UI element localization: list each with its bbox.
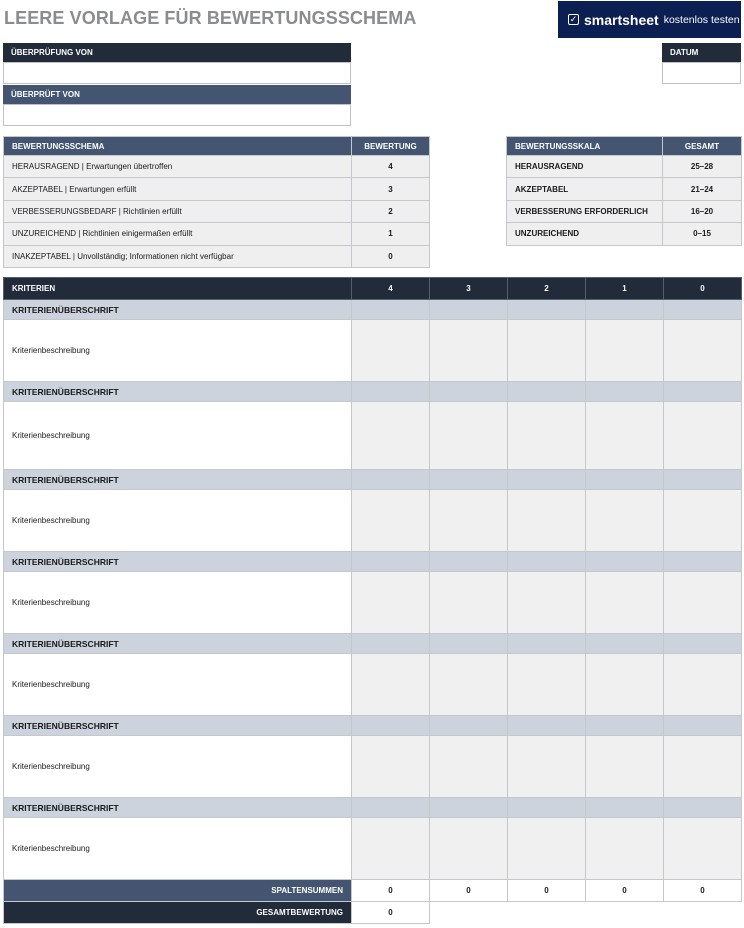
- score-cell[interactable]: [430, 490, 508, 552]
- trial-link[interactable]: kostenlos testen: [663, 13, 740, 26]
- score-cell[interactable]: [586, 490, 664, 552]
- score-cell[interactable]: [664, 320, 742, 382]
- column-sums-label: SPALTENSUMMEN: [4, 880, 352, 902]
- total-score-value: 0: [352, 902, 430, 924]
- score-cell[interactable]: [508, 654, 586, 716]
- criteria-header-label: KRITERIEN: [4, 278, 352, 300]
- criterion-heading[interactable]: KRITERIENÜBERSCHRIFT: [4, 552, 352, 572]
- reviewed-by-label: ÜBERPRÜFT VON: [3, 85, 351, 104]
- criterion-description[interactable]: Kriterienbeschreibung: [4, 320, 352, 382]
- page-title: LEERE VORLAGE FÜR BEWERTUNGSSCHEMA: [4, 8, 417, 28]
- column-sum-3: 0: [430, 880, 508, 902]
- scale-header-name: BEWERTUNGSSKALA: [507, 137, 663, 156]
- column-sum-1: 0: [586, 880, 664, 902]
- scale-row-range: 21–24: [663, 178, 742, 200]
- column-sums-row: [4, 880, 742, 902]
- criterion-heading[interactable]: KRITERIENÜBERSCHRIFT: [4, 382, 352, 402]
- score-cell[interactable]: [430, 736, 508, 798]
- criterion-description[interactable]: Kriterienbeschreibung: [4, 402, 352, 470]
- criterion-description[interactable]: Kriterienbeschreibung: [4, 490, 352, 552]
- score-cell[interactable]: [664, 654, 742, 716]
- score-cell[interactable]: [664, 818, 742, 880]
- score-cell[interactable]: [664, 490, 742, 552]
- score-cell[interactable]: [586, 320, 664, 382]
- score-cell[interactable]: [352, 320, 430, 382]
- score-cell[interactable]: [352, 490, 430, 552]
- criterion-heading-row: [4, 552, 742, 572]
- score-cell[interactable]: [352, 736, 430, 798]
- criterion-heading-row: [4, 716, 742, 736]
- column-sum-2: 0: [508, 880, 586, 902]
- schema-row: [4, 245, 430, 267]
- criteria-col-4: 4: [352, 278, 430, 300]
- schema-row-score: 0: [352, 245, 430, 267]
- total-score-row: [4, 902, 742, 924]
- schema-row: [4, 200, 430, 222]
- score-cell[interactable]: [430, 320, 508, 382]
- criterion-heading-row: [4, 300, 742, 320]
- brand-name: smartsheet: [584, 11, 659, 28]
- criterion-heading[interactable]: KRITERIENÜBERSCHRIFT: [4, 470, 352, 490]
- scale-row-range: 16–20: [663, 200, 742, 222]
- scale-row-label: HERAUSRAGEND: [507, 156, 663, 178]
- reviewer-of-field[interactable]: [3, 62, 351, 84]
- criteria-header-row: [4, 278, 742, 300]
- criterion-description-row: [4, 320, 742, 382]
- reviewer-of-label: ÜBERPRÜFUNG VON: [3, 43, 351, 62]
- criterion-description-row: [4, 736, 742, 798]
- criterion-description-row: [4, 654, 742, 716]
- score-cell[interactable]: [508, 490, 586, 552]
- schema-row: [4, 156, 430, 178]
- rating-schema-table: [3, 136, 430, 268]
- scale-row: [507, 156, 742, 178]
- criteria-table: [3, 277, 742, 924]
- schema-row: [4, 178, 430, 200]
- criterion-heading-row: [4, 470, 742, 490]
- scale-row: [507, 200, 742, 222]
- score-cell[interactable]: [508, 402, 586, 470]
- rating-scale-table: [506, 136, 742, 246]
- score-cell[interactable]: [586, 402, 664, 470]
- criteria-col-1: 1: [586, 278, 664, 300]
- score-cell[interactable]: [430, 572, 508, 634]
- criterion-heading[interactable]: KRITERIENÜBERSCHRIFT: [4, 300, 352, 320]
- scale-row-label: VERBESSERUNG ERFORDERLICH: [507, 200, 663, 222]
- score-cell[interactable]: [508, 736, 586, 798]
- criteria-col-2: 2: [508, 278, 586, 300]
- check-icon: ✓: [569, 14, 578, 24]
- schema-row-label: HERAUSRAGEND | Erwartungen übertroffen: [4, 156, 352, 178]
- score-cell[interactable]: [352, 818, 430, 880]
- criterion-heading-row: [4, 798, 742, 818]
- scale-row: [507, 178, 742, 200]
- schema-row-label: VERBESSERUNGSBEDARF | Richtlinien erfüllt: [4, 200, 352, 222]
- score-cell[interactable]: [586, 654, 664, 716]
- criterion-heading[interactable]: KRITERIENÜBERSCHRIFT: [4, 716, 352, 736]
- schema-row-label: AKZEPTABEL | Erwartungen erfüllt: [4, 178, 352, 200]
- criterion-heading[interactable]: KRITERIENÜBERSCHRIFT: [4, 634, 352, 654]
- column-sum-4: 0: [352, 880, 430, 902]
- schema-header-name: BEWERTUNGSSCHEMA: [4, 137, 352, 156]
- criterion-description-row: [4, 572, 742, 634]
- reviewed-by-field[interactable]: [3, 104, 351, 126]
- score-cell[interactable]: [352, 402, 430, 470]
- score-cell[interactable]: [586, 736, 664, 798]
- column-sum-0: 0: [664, 880, 742, 902]
- criterion-description[interactable]: Kriterienbeschreibung: [4, 736, 352, 798]
- criterion-heading[interactable]: KRITERIENÜBERSCHRIFT: [4, 798, 352, 818]
- total-score-label: GESAMTBEWERTUNG: [4, 902, 352, 924]
- score-cell[interactable]: [586, 818, 664, 880]
- schema-row-label: UNZUREICHEND | Richtlinien einigermaßen erfüllt: [4, 223, 352, 245]
- schema-header-score: BEWERTUNG: [352, 137, 430, 156]
- score-cell[interactable]: [430, 818, 508, 880]
- score-cell[interactable]: [352, 654, 430, 716]
- scale-row-range: 25–28: [663, 156, 742, 178]
- schema-row-score: 4: [352, 156, 430, 178]
- schema-row: [4, 223, 430, 245]
- scale-row-label: UNZUREICHEND: [507, 223, 663, 245]
- score-cell[interactable]: [430, 402, 508, 470]
- criterion-description[interactable]: Kriterienbeschreibung: [4, 818, 352, 880]
- score-cell[interactable]: [664, 402, 742, 470]
- score-cell[interactable]: [508, 818, 586, 880]
- score-cell[interactable]: [430, 654, 508, 716]
- score-cell[interactable]: [664, 572, 742, 634]
- date-field[interactable]: [662, 62, 741, 84]
- score-cell[interactable]: [664, 736, 742, 798]
- schema-row-label: INAKZEPTABEL | Unvollständig; Informationen nicht verfügbar: [4, 245, 352, 267]
- criterion-heading-row: [4, 382, 742, 402]
- scale-row-range: 0–15: [663, 223, 742, 245]
- scale-row: [507, 223, 742, 245]
- criterion-description[interactable]: Kriterienbeschreibung: [4, 654, 352, 716]
- criteria-col-0: 0: [664, 278, 742, 300]
- criterion-description-row: [4, 402, 742, 470]
- smartsheet-trial-banner[interactable]: [558, 1, 741, 38]
- score-cell[interactable]: [586, 572, 664, 634]
- date-label: DATUM: [662, 43, 741, 62]
- criterion-description-row: [4, 818, 742, 880]
- criteria-col-3: 3: [430, 278, 508, 300]
- schema-row-score: 3: [352, 178, 430, 200]
- scale-row-label: AKZEPTABEL: [507, 178, 663, 200]
- schema-row-score: 2: [352, 200, 430, 222]
- schema-row-score: 1: [352, 223, 430, 245]
- criterion-heading-row: [4, 634, 742, 654]
- score-cell[interactable]: [508, 572, 586, 634]
- score-cell[interactable]: [508, 320, 586, 382]
- criterion-description[interactable]: Kriterienbeschreibung: [4, 572, 352, 634]
- scale-header-total: GESAMT: [663, 137, 742, 156]
- criterion-description-row: [4, 490, 742, 552]
- score-cell[interactable]: [352, 572, 430, 634]
